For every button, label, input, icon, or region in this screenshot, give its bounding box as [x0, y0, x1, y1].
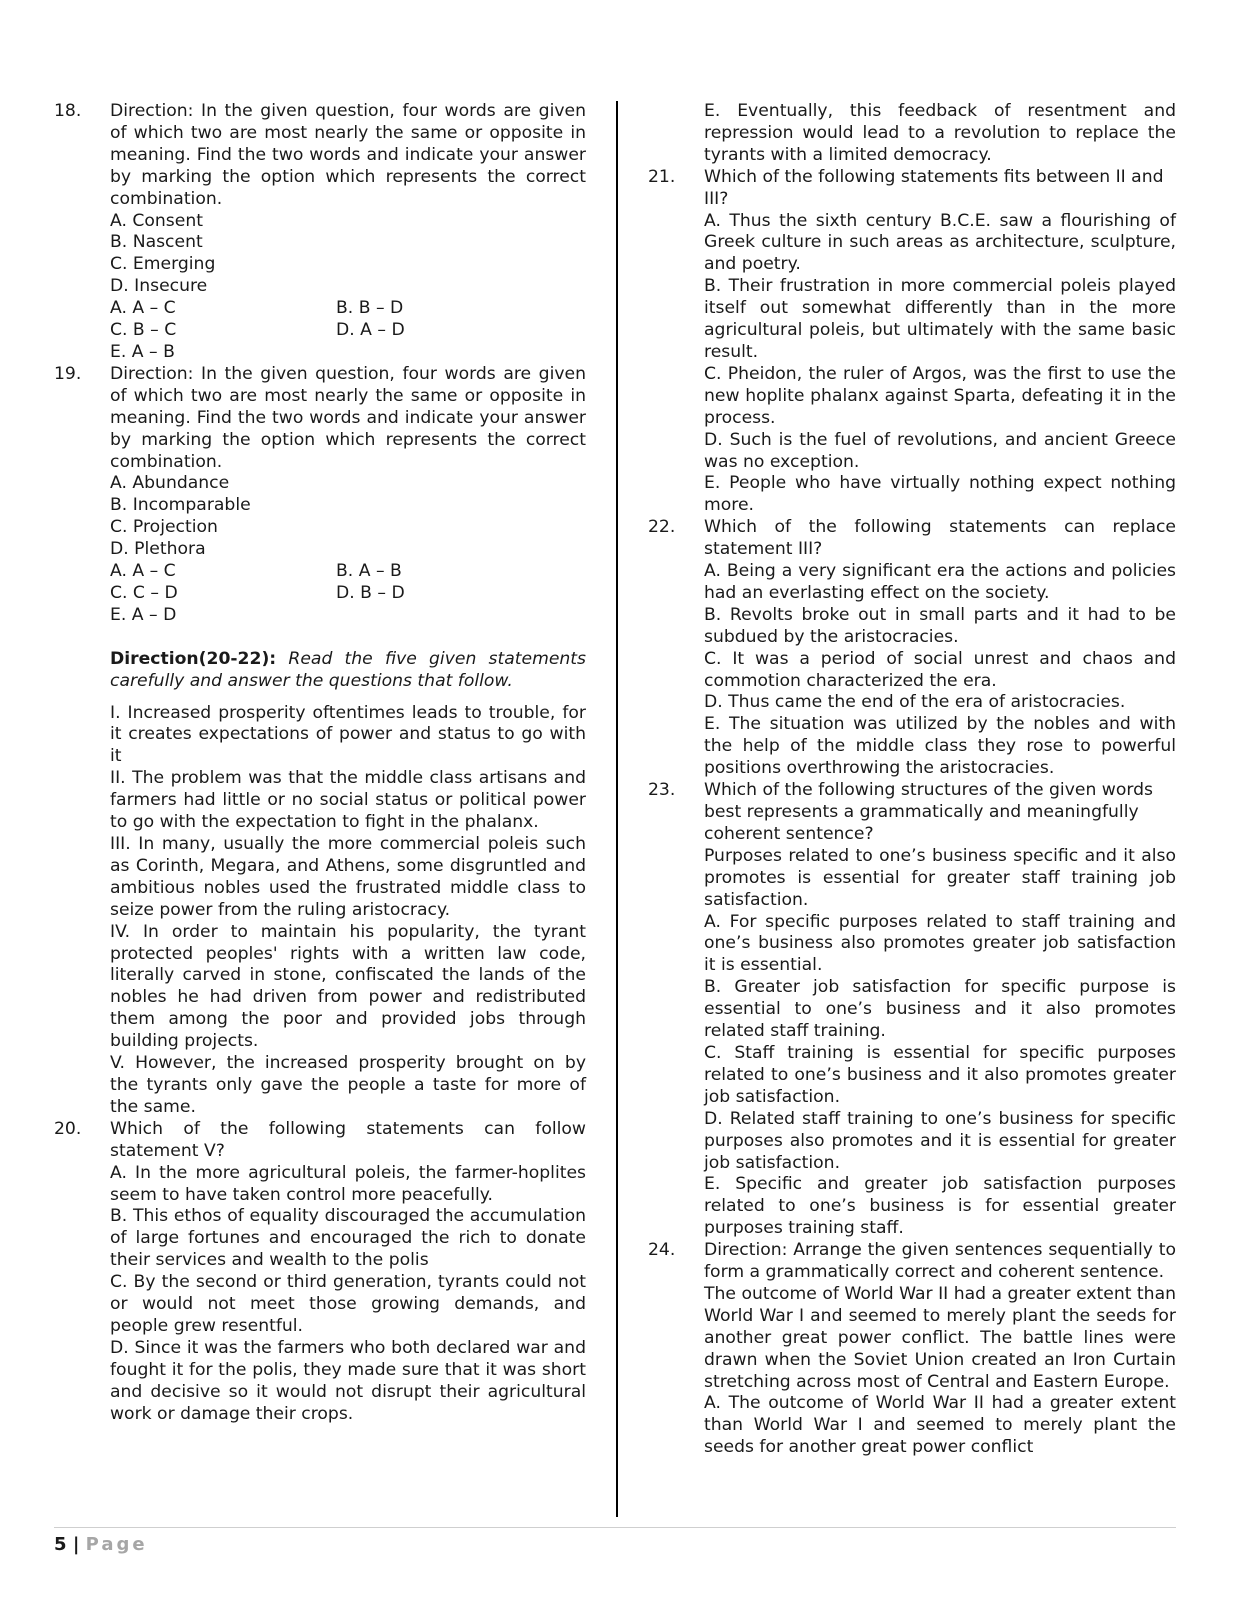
answer-option[interactable]: C. C – D	[110, 582, 178, 603]
answer-option[interactable]: A. In the more agricultural poleis, the farmer-hoplites seem to have taken control more peacefully.	[110, 1162, 586, 1205]
question-direction: Direction: In the given question, four words are given of which two are most nearly the same or opposite in meaning. Find the two words and indicate your answer by marking the option which represents the correct combination.	[110, 101, 586, 209]
question-19	[54, 364, 586, 627]
footer-separator: |	[72, 1534, 80, 1555]
statement: IV. In order to maintain his popularity, the tyrant protected peoples' rights with a written law code, literally carved in stone, confiscated the lands of the nobles he had driven from power and redistributed them among the poor and provided jobs through building projects.	[110, 921, 586, 1052]
question-24	[648, 1240, 1176, 1459]
given-passage: The outcome of World War II had a greater extent than World War I and seemed to merely plant the seeds for another great power conflict. The battle lines were drawn when the Soviet Union created an Iron Curtain stretching across most of Central and Eastern Europe.	[704, 1283, 1176, 1392]
statement: III. In many, usually the more commercial poleis such as Corinth, Megara, and Athens, some disgruntled and ambitious nobles used the frustrated middle class to seize power from the ruling aristocracy.	[110, 834, 586, 920]
answer-option[interactable]: B. Greater job satisfaction for specific purpose is essential to one’s business and it also promotes related staff training.	[704, 977, 1176, 1042]
answer-option[interactable]: C. By the second or third generation, tyrants could not or would not meet those growing demands, and people grew resentful.	[110, 1272, 586, 1336]
question-text: Which of the following statements fits between II and III?	[704, 166, 1164, 209]
answer-option[interactable]: A. A – C	[110, 561, 176, 582]
answer-option[interactable]: C. It was a period of social unrest and chaos and commotion characterized the era.	[704, 648, 1176, 691]
answer-option[interactable]: A. For specific purposes related to staff training and one’s business also promotes greater job satisfaction it is essential.	[704, 911, 1176, 976]
question-22	[648, 517, 1176, 780]
statement: V. However, the increased prosperity brought on by the tyrants only gave the people a taste for more of the same.	[110, 1053, 586, 1117]
question-direction: Direction: In the given question, four words are given of which two are most nearly the same or opposite in meaning. Find the two words and indicate your answer by marking the option which represents the correct combination.	[110, 363, 586, 472]
answer-options	[110, 298, 586, 342]
statement: II. The problem was that the middle class artisans and farmers had little or no social status or political power to go with the expectation to fight in the phalanx.	[110, 768, 586, 833]
page-number: 5	[54, 1534, 67, 1555]
answer-option[interactable]: D. A – D	[336, 320, 405, 341]
answer-option[interactable]: E. Specific and greater job satisfaction purposes related to one’s business is for essential greater purposes training staff.	[704, 1174, 1176, 1239]
page-label: Page	[85, 1534, 148, 1555]
passage-block	[54, 649, 586, 1119]
answer-option[interactable]: D. Related staff training to one’s business for specific purposes also promotes and it is essential for greater job satisfaction.	[704, 1108, 1176, 1173]
passage-heading: Direction(20-22):	[110, 648, 277, 669]
question-number: 21.	[648, 166, 676, 187]
answer-option[interactable]: B. Revolts broke out in small parts and it had to be subdued by the aristocracies.	[704, 604, 1176, 647]
question-21	[648, 167, 1176, 518]
word-item: B. Nascent	[110, 232, 203, 253]
question-18	[54, 101, 586, 364]
word-item: A. Abundance	[110, 473, 230, 494]
question-text: Which of the following structures of the given words best represents a grammatically and meaningfully coherent sentence?	[704, 780, 1154, 844]
passage-direction	[110, 649, 586, 693]
answer-option[interactable]: C. Staff training is essential for specific purposes related to one’s business and it also promotes greater job satisfaction.	[704, 1042, 1176, 1107]
answer-option[interactable]: E. A – D	[110, 604, 177, 625]
question-number: 20.	[54, 1118, 82, 1139]
question-number: 24.	[648, 1240, 676, 1261]
page-footer	[54, 1533, 148, 1557]
question-text: Which of the following statements can replace statement III?	[704, 517, 1176, 560]
word-item: C. Projection	[110, 517, 218, 538]
answer-option[interactable]: B. B – D	[336, 298, 404, 319]
answer-options	[110, 561, 586, 605]
answer-option[interactable]: B. This ethos of equality discouraged the accumulation of large fortunes and encouraged the rich to donate their services and wealth to the polis	[110, 1206, 586, 1271]
answer-option[interactable]: E. The situation was utilized by the nobles and with the help of the middle class they rose to powerful positions overthrowing the aristocracies.	[704, 714, 1176, 779]
answer-option[interactable]: B. Their frustration in more commercial poleis played itself out somewhat differently than in the more agricultural poleis, but ultimately with the same basic result.	[704, 276, 1176, 362]
question-23	[648, 780, 1176, 1240]
answer-option[interactable]: D. B – D	[336, 582, 405, 603]
answer-option[interactable]: B. A – B	[336, 561, 402, 582]
footer-divider	[54, 1527, 1176, 1528]
left-column	[54, 101, 586, 1425]
question-text: Which of the following statements can follow statement V?	[110, 1118, 586, 1161]
question-number: 18.	[54, 101, 82, 121]
answer-option[interactable]: E. Eventually, this feedback of resentment and repression would lead to a revolution to replace the tyrants with a limited democracy.	[704, 101, 1176, 165]
answer-option[interactable]: D. Since it was the farmers who both declared war and fought it for the polis, they made sure that it was short and decisive so it would not disrupt their agricultural work or damage their crops.	[110, 1337, 586, 1424]
question-20-continued	[648, 101, 1176, 167]
right-column	[648, 101, 1176, 1459]
word-item: C. Emerging	[110, 254, 216, 275]
answer-option[interactable]: C. B – C	[110, 320, 177, 341]
question-number: 22.	[648, 517, 676, 538]
question-number: 19.	[54, 363, 82, 384]
word-item: A. Consent	[110, 210, 203, 231]
answer-option[interactable]: E. People who have virtually nothing expect nothing more.	[704, 473, 1176, 516]
question-direction: Direction: Arrange the given sentences sequentially to form a grammatically correct and coherent sentence.	[704, 1240, 1176, 1283]
statement: I. Increased prosperity oftentimes leads to trouble, for it creates expectations of power and status to go with it	[110, 702, 586, 767]
word-item: D. Plethora	[110, 539, 206, 560]
answer-option[interactable]: D. Such is the fuel of revolutions, and ancient Greece was no exception.	[704, 429, 1176, 472]
column-divider	[616, 101, 618, 1517]
question-20	[54, 1119, 586, 1426]
answer-option[interactable]: A. The outcome of World War II had a greater extent than World War I and seemed to merely plant the seeds for another great power conflict	[704, 1393, 1176, 1458]
answer-option[interactable]: A. A – C	[110, 298, 176, 319]
answer-option[interactable]: D. Thus came the end of the era of aristocracies.	[704, 692, 1126, 713]
word-item: D. Insecure	[110, 276, 208, 297]
answer-option[interactable]: C. Pheidon, the ruler of Argos, was the first to use the new hoplite phalanx against Sparta, defeating it in the process.	[704, 363, 1176, 428]
given-sentence: Purposes related to one’s business specific and it also promotes is essential for greater staff training job satisfaction.	[704, 845, 1176, 910]
question-number: 23.	[648, 780, 676, 801]
passage-instruction: Read the five given statements carefully and answer the questions that follow.	[110, 648, 586, 691]
answer-option[interactable]: E. A – B	[110, 341, 175, 362]
answer-option[interactable]: A. Being a very significant era the actions and policies had an everlasting effect on the society.	[704, 561, 1176, 603]
answer-option[interactable]: A. Thus the sixth century B.C.E. saw a flourishing of Greek culture in such areas as architecture, sculpture, and poetry.	[704, 210, 1176, 275]
word-item: B. Incomparable	[110, 495, 251, 516]
